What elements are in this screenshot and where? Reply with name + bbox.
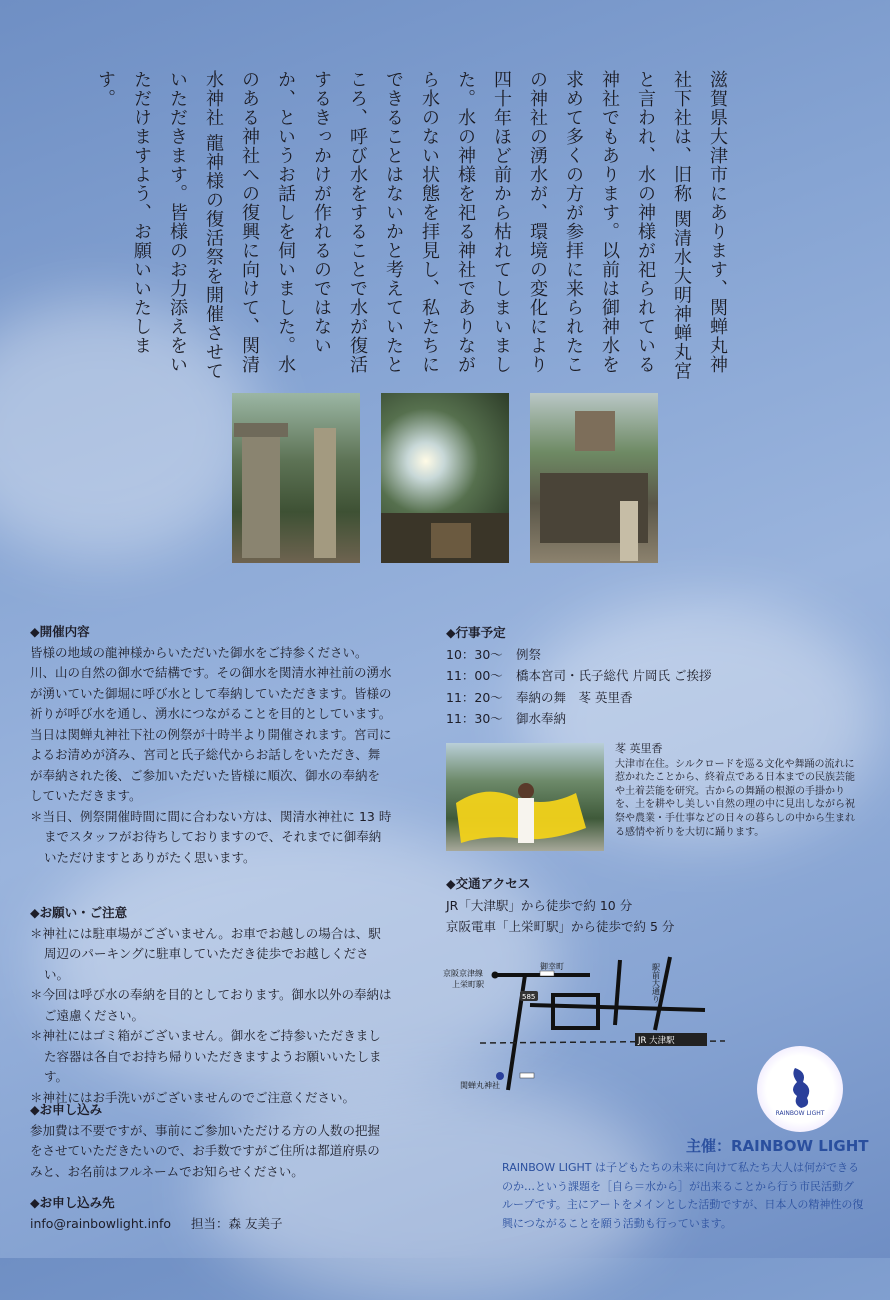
schedule-item: 11：00〜 橋本宮司・氏子総代 片岡氏 ご挨拶: [446, 668, 712, 683]
application-heading: ◆お申し込み: [30, 1102, 103, 1117]
schedule-heading: ◆行事予定: [446, 625, 506, 640]
performer-info: [615, 742, 855, 839]
intro-vertical-text: 滋賀県大津市にあります、関蝉丸神社下社は、旧称 関清水大明神蝉丸宮と言われ、水の神様が祀られている神社でもあります。以前は御神水を求めて多くの方が参拝に来られたこの神社の湧水が、環境の変化により四十年ほど前から枯れてしまいました。水の神様を祀る神社でありながら水のない状態を拝見し、私たちにできることはないかと考えていたところ、呼び水をすることで水が復活するきっかけが作れるのではないか、というお話しを伺いました。水のある神社への復興に向けて、関清水神社 龍神様の復活祭を開催させていただきます。皆様のお力添えをいただけますよう、お願いいたします。: [95, 70, 728, 381]
access-heading: ◆交通アクセス: [446, 876, 531, 891]
content-note: ＊当日、例祭開催時間に間に合わない方は、関清水神社に 13 時までスタッフがお待ちしておりますので、それまでに御奉納いただけますとありがたく思います。: [30, 808, 392, 865]
content-paragraph: 皆様の地域の龍神様からいただいた御水をご持参ください。川、山の自然の御水で結構です。その御水を関清水神社前の湧水が湧いていた御堀に呼び水として奉納していただきます。皆様の祈りが呼び水を通し、湧水につながることを目的としています。: [30, 644, 392, 721]
request-item: ＊神社にはゴミ箱がございません。御水をご持参いただきました容器は各自でお持ち帰りいただきますようお願いいたします。: [30, 1028, 382, 1084]
map-keihan-station: 上栄町駅: [452, 980, 484, 989]
request-item: ＊神社には駐車場がございません。お車でお越しの場合は、駅周辺のパーキングに駐車していただき徒歩でお越しください。: [30, 925, 381, 982]
content-heading: ◆開催内容: [30, 624, 90, 639]
access-line: JR「大津駅」から徒歩で約 10 分: [446, 897, 633, 913]
schedule-item: 10：30〜 例祭: [446, 646, 542, 662]
content-section: [30, 622, 392, 868]
access-map: [440, 945, 730, 1095]
schedule-item: 11：30〜 御水奉納: [446, 711, 567, 726]
content-paragraph: 当日は関蝉丸神社下社の例祭が十時半より開催されます。宮司によるお清めが済み、宮司と氏子総代からお話しをいただき、舞が奉納された後、ご参加いただいた皆様に順次、御水の奉納をしていただきます。: [30, 726, 392, 803]
requests-section: [30, 903, 392, 1108]
logo-text: RAINBOW LIGHT: [775, 1110, 825, 1117]
shrine-lantern-photo: [232, 393, 360, 563]
contact-section: [30, 1193, 392, 1234]
request-item: ＊今回は呼び水の奉納を目的としております。御水以外の奉納はご遠慮ください。: [30, 987, 392, 1023]
performer-photo: [446, 743, 604, 851]
map-route: 585: [522, 993, 536, 1001]
map-ekimae: 駅前大通り: [651, 963, 661, 1003]
contact-person: 担当：森 友美子: [191, 1215, 283, 1231]
map-jr-station: JR 大津駅: [638, 1036, 675, 1046]
schedule-section: [446, 622, 826, 730]
access-section: [446, 873, 846, 938]
map-gokomachi: 御幸町: [540, 962, 564, 971]
application-text: 参加費は不要ですが、事前にご参加いただける方の人数の把握をさせていただきたいので、お手数ですがご住所は都道府県のみと、お名前はフルネームでお知らせください。: [30, 1122, 381, 1179]
shrine-trees-photo: [381, 393, 509, 563]
request-item: ＊神社にはお手洗いがございませんのでご注意ください。: [30, 1089, 356, 1105]
rainbow-light-logo: [757, 1046, 843, 1132]
map-keihan-line: 京阪京津線: [443, 969, 483, 978]
performer-bio: 大津市在住。シルクロードを巡る文化や舞踊の流れに惹かれたことから、終着点である日本までの民族芸能や土着芸能を研究。古からの舞踊の根源の手掛かりを、土を耕やし美しい自然の理の中に見出しながら祝祭や農業・手仕事などの日々の暮らしの中から生まれる感情や祈りを大切に踊ります。: [615, 758, 855, 838]
application-section: [30, 1100, 392, 1182]
requests-heading: ◆お願い・ご注意: [30, 905, 128, 920]
schedule-item: 11：20〜 奉納の舞 苳 英里香: [446, 689, 633, 705]
contact-email[interactable]: info@rainbowlight.info: [30, 1215, 172, 1231]
shrine-well-photo: [530, 393, 658, 563]
performer-name: 苳 英里香: [615, 742, 663, 755]
access-line: 京阪電車「上栄町駅」から徒歩で約 5 分: [446, 919, 675, 934]
sponsor-label: 主催：RAINBOW LIGHT: [686, 1137, 869, 1155]
sponsor-description: RAINBOW LIGHT は子どもたちの未来に向けて私たち大人は何ができるのか…という課題を［自ら＝水から］が出来ることから行う市民活動グループです。主にアートをメインとした活動ですが、日本人の精神性の復興につながることを願う活動も行っています。: [502, 1161, 864, 1230]
map-shrine: 関蝉丸神社: [460, 1081, 500, 1090]
contact-heading: ◆お申し込み先: [30, 1195, 115, 1210]
